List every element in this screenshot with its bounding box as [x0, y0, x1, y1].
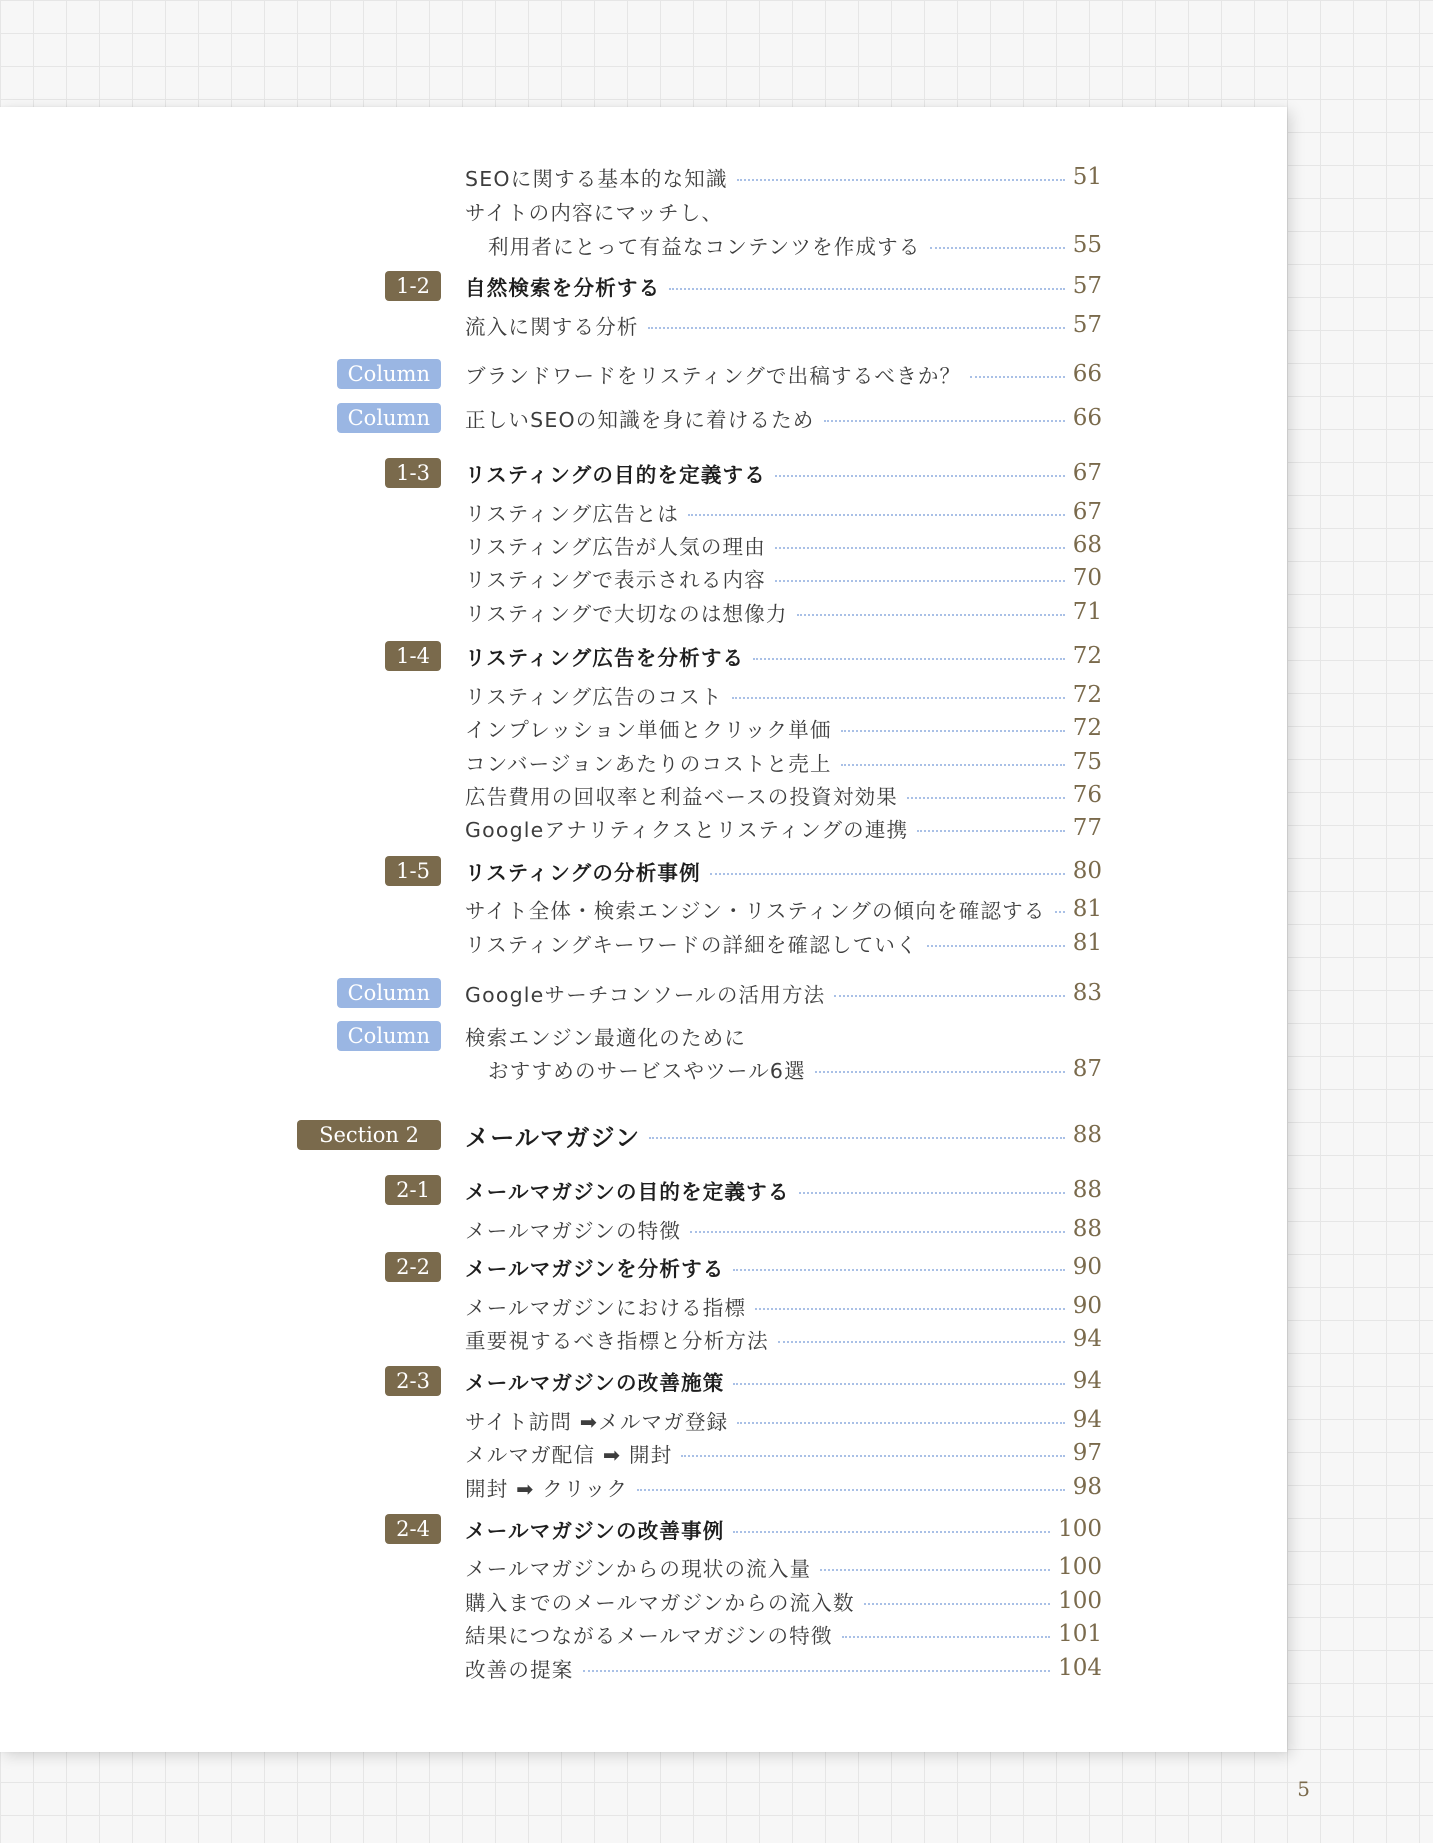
page-ref: 72 [1072, 682, 1102, 708]
dot-leader [797, 614, 1065, 616]
dot-leader [815, 1071, 1065, 1073]
page-ref: 71 [1072, 599, 1102, 625]
dot-leader [927, 945, 1065, 947]
page-ref: 80 [1072, 858, 1102, 884]
page-ref: 72 [1072, 643, 1102, 669]
page-ref: 66 [1072, 405, 1102, 431]
entry-title: リスティング広告が人気の理由 [465, 535, 766, 559]
entry-title: リスティングで大切なのは想像力 [465, 602, 788, 626]
toc-column [0, 976, 1287, 1010]
chapter-badge: 1-3 [385, 458, 441, 488]
toc-entry [0, 1289, 1287, 1323]
dot-leader [841, 730, 1065, 732]
page-ref: 57 [1072, 273, 1102, 299]
page-ref: 94 [1072, 1368, 1102, 1394]
toc-column [0, 357, 1287, 391]
toc-entry [0, 1584, 1287, 1618]
toc-entry [0, 194, 1287, 228]
page-ref: 66 [1072, 361, 1102, 387]
chapter-title: リスティング広告を分析する [465, 646, 745, 670]
toc-chapter [0, 1173, 1287, 1207]
entry-title: リスティングキーワードの詳細を確認していく [465, 933, 918, 957]
page-ref: 104 [1058, 1655, 1102, 1681]
dot-leader [775, 475, 1065, 477]
dot-leader [737, 179, 1065, 181]
entry-title: 改善の提案 [465, 1658, 574, 1682]
page-ref: 100 [1058, 1516, 1102, 1542]
dot-leader [917, 830, 1064, 832]
section-badge: Section 2 [297, 1120, 441, 1150]
chapter-title: メールマガジンの改善事例 [465, 1519, 725, 1543]
chapter-badge: 1-5 [385, 856, 441, 886]
entry-title: SEOに関する基本的な知識 [465, 167, 728, 191]
toc-chapter [0, 456, 1287, 490]
dot-leader [669, 288, 1064, 290]
page-ref: 81 [1072, 930, 1102, 956]
dot-leader [637, 1489, 1065, 1491]
dot-leader [690, 1231, 1065, 1233]
column-badge: Column [337, 1021, 441, 1051]
page-ref: 94 [1072, 1326, 1102, 1352]
page-ref: 90 [1072, 1254, 1102, 1280]
dot-leader [834, 995, 1064, 997]
dot-leader [842, 1636, 1051, 1638]
toc-chapter [0, 854, 1287, 888]
toc-chapter [0, 269, 1287, 303]
chapter-badge: 1-4 [385, 641, 441, 671]
dot-leader [820, 1569, 1050, 1571]
toc-entry [0, 228, 1287, 262]
chapter-badge: 2-3 [385, 1366, 441, 1396]
toc-entry [0, 308, 1287, 342]
page-ref: 77 [1072, 815, 1102, 841]
chapter-title: リスティングの目的を定義する [465, 463, 766, 487]
dot-leader [799, 1192, 1065, 1194]
chapter-title: メールマガジンの目的を定義する [465, 1180, 790, 1204]
entry-title: ブランドワードをリスティングで出稿するべきか？ [465, 364, 962, 388]
toc-column [0, 1019, 1287, 1053]
page-ref: 68 [1072, 532, 1102, 558]
toc-entry [0, 160, 1287, 194]
entry-title: 重要視するべき指標と分析方法 [465, 1329, 769, 1353]
toc-entry [0, 528, 1287, 562]
toc-chapter [0, 1512, 1287, 1546]
dot-leader [775, 580, 1065, 582]
entry-title: コンバージョンあたりのコストと売上 [465, 752, 832, 776]
toc-entry [0, 811, 1287, 845]
dot-leader [970, 376, 1064, 378]
toc-entry [0, 745, 1287, 779]
entry-title: 利用者にとって有益なコンテンツを作成する [488, 235, 921, 259]
column-badge: Column [337, 403, 441, 433]
toc-entry [0, 495, 1287, 529]
toc-entry [0, 561, 1287, 595]
toc-entry [0, 1436, 1287, 1470]
dot-leader [824, 420, 1065, 422]
entry-title: インプレッション単価とクリック単価 [465, 718, 832, 742]
toc-entry [0, 1403, 1287, 1437]
entry-title: サイトの内容にマッチし、 [465, 201, 724, 225]
column-badge: Column [337, 359, 441, 389]
page-sheet [0, 107, 1287, 1752]
page-ref: 94 [1072, 1407, 1102, 1433]
dot-leader [688, 514, 1065, 516]
page-ref: 72 [1072, 715, 1102, 741]
page-ref: 67 [1072, 460, 1102, 486]
entry-title: リスティング広告とは [465, 502, 680, 526]
dot-leader [755, 1308, 1065, 1310]
entry-title: 検索エンジン最適化のために [465, 1026, 747, 1050]
page-ref: 90 [1072, 1293, 1102, 1319]
page-ref: 100 [1058, 1588, 1102, 1614]
page-ref: 88 [1072, 1177, 1102, 1203]
toc-entry [0, 1052, 1287, 1086]
toc-entry [0, 595, 1287, 629]
entry-title: おすすめのサービスやツール6選 [488, 1059, 806, 1083]
dot-leader [583, 1670, 1051, 1672]
dot-leader [841, 764, 1065, 766]
page-ref: 100 [1058, 1554, 1102, 1580]
chapter-badge: 2-2 [385, 1252, 441, 1282]
entry-title: メールマガジンの特徴 [465, 1219, 682, 1243]
page-ref: 81 [1072, 896, 1102, 922]
page-ref: 87 [1072, 1056, 1102, 1082]
page-ref: 76 [1072, 782, 1102, 808]
dot-leader [1055, 911, 1065, 913]
toc-entry [0, 1212, 1287, 1246]
page-ref: 97 [1072, 1440, 1102, 1466]
page-number: 5 [1297, 1777, 1310, 1801]
entry-title: 結果につながるメールマガジンの特徴 [465, 1624, 833, 1648]
entry-title: メールマガジンにおける指標 [465, 1296, 747, 1320]
toc-entry [0, 1322, 1287, 1356]
chapter-title: メールマガジンを分析する [465, 1257, 725, 1281]
dot-leader [864, 1603, 1050, 1605]
chapter-title: リスティングの分析事例 [465, 861, 701, 885]
page-ref: 98 [1072, 1474, 1102, 1500]
dot-leader [907, 797, 1065, 799]
entry-title: サイト全体・検索エンジン・リスティングの傾向を確認する [465, 899, 1046, 923]
entry-title: リスティング広告のコスト [465, 685, 723, 709]
dot-leader [649, 1137, 1064, 1139]
chapter-title: メールマガジンの改善施策 [465, 1371, 725, 1395]
entry-title: 開封 ➡ クリック [465, 1477, 629, 1501]
dot-leader [733, 1531, 1050, 1533]
entry-title: Googleアナリティクスとリスティングの連携 [465, 818, 909, 842]
toc-section [0, 1118, 1287, 1152]
toc-entry [0, 1550, 1287, 1584]
entry-title: メルマガ配信 ➡ 開封 [465, 1443, 673, 1467]
toc-entry [0, 778, 1287, 812]
page-ref: 101 [1058, 1621, 1102, 1647]
page-ref: 70 [1072, 565, 1102, 591]
chapter-badge: 2-1 [385, 1175, 441, 1205]
page-ref: 57 [1072, 312, 1102, 338]
toc-entry [0, 926, 1287, 960]
page-ref: 83 [1072, 980, 1102, 1006]
toc-chapter [0, 1250, 1287, 1284]
dot-leader [930, 247, 1065, 249]
toc-entry [0, 1651, 1287, 1685]
entry-title: サイト訪問 ➡メルマガ登録 [465, 1410, 729, 1434]
chapter-title: 自然検索を分析する [465, 276, 661, 300]
entry-title: Googleサーチコンソールの活用方法 [465, 983, 826, 1007]
toc-column [0, 401, 1287, 435]
dot-leader [732, 697, 1065, 699]
dot-leader [753, 658, 1064, 660]
entry-title: リスティングで表示される内容 [465, 568, 766, 592]
dot-leader [648, 327, 1065, 329]
dot-leader [737, 1422, 1064, 1424]
entry-title: 正しいSEOの知識を身に着けるため [465, 408, 815, 432]
dot-leader [681, 1455, 1064, 1457]
column-badge: Column [337, 978, 441, 1008]
page-ref: 88 [1072, 1122, 1102, 1148]
section-title: メールマガジン [465, 1123, 641, 1152]
dot-leader [733, 1383, 1064, 1385]
toc-chapter [0, 639, 1287, 673]
toc-entry [0, 892, 1287, 926]
toc-entry [0, 1617, 1287, 1651]
chapter-badge: 1-2 [385, 271, 441, 301]
page-ref: 67 [1072, 499, 1102, 525]
entry-title: 流入に関する分析 [465, 315, 639, 339]
entry-title: 購入までのメールマガジンからの流入数 [465, 1591, 855, 1615]
toc-chapter [0, 1364, 1287, 1398]
toc-entry [0, 1470, 1287, 1504]
dot-leader [775, 547, 1065, 549]
chapter-badge: 2-4 [385, 1514, 441, 1544]
page-ref: 51 [1072, 164, 1102, 190]
dot-leader [710, 873, 1065, 875]
dot-leader [733, 1269, 1064, 1271]
entry-title: 広告費用の回収率と利益ベースの投資対効果 [465, 785, 898, 809]
toc-entry [0, 678, 1287, 712]
dot-leader [778, 1341, 1065, 1343]
toc-entry [0, 711, 1287, 745]
page-ref: 88 [1072, 1216, 1102, 1242]
page-ref: 75 [1072, 749, 1102, 775]
page-ref: 55 [1072, 232, 1102, 258]
entry-title: メールマガジンからの現状の流入量 [465, 1557, 812, 1581]
